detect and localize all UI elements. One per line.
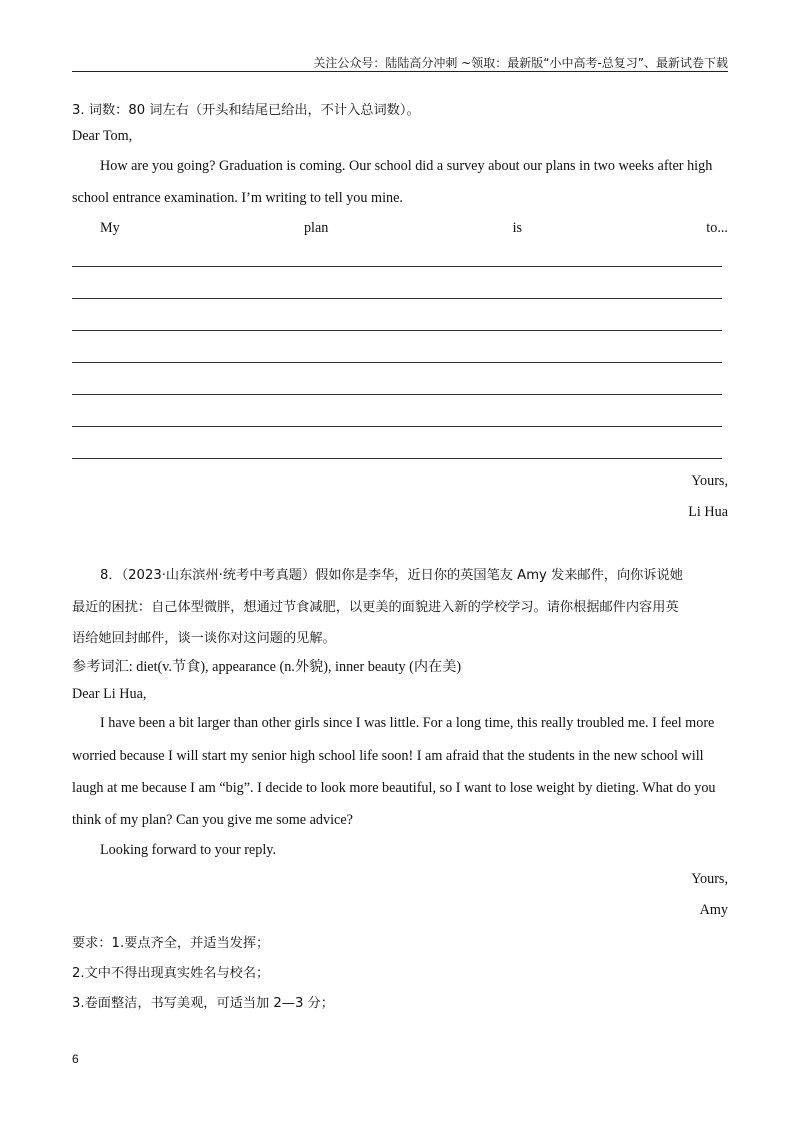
header-divider bbox=[72, 71, 728, 72]
starter-sentence bbox=[100, 220, 728, 237]
reference-vocabulary: 参考词汇: diet(v.节食), appearance (n.外貌), inner beauty (内在美) bbox=[72, 659, 462, 675]
requirement-item: 2.文中不得出现真实姓名与校名； bbox=[72, 966, 270, 981]
page-header: 关注公众号：陆陆高分冲刺 ~领取：最新版“小中高考-总复习”、最新试卷下载 bbox=[313, 56, 728, 70]
salutation-li-hua: Dear Li Hua, bbox=[72, 686, 147, 702]
letter-line: I have been a bit larger than other girls since I was little. For a long time, this really troubled me. I feel more bbox=[100, 715, 715, 731]
letter-line: Looking forward to your reply. bbox=[100, 842, 276, 858]
requirement-3: 3. 词数：80 词左右（开头和结尾已给出，不计入总词数）。 bbox=[72, 103, 420, 118]
writing-line bbox=[72, 394, 722, 395]
closing-yours: Yours, bbox=[691, 871, 728, 887]
starter-word: is bbox=[512, 220, 523, 236]
letter-line: worried because I will start my senior high school life soon! I am afraid that the students in the new school will bbox=[72, 748, 704, 764]
letter-body-line: school entrance examination. I’m writing to tell you mine. bbox=[72, 190, 403, 206]
writing-line bbox=[72, 330, 722, 331]
salutation-tom: Dear Tom, bbox=[72, 128, 133, 144]
question-8-prompt: 最近的困扰：自己体型微胖，想通过节食减肥，以更美的面貌进入新的学校学习。请你根据邮件内容用英 bbox=[72, 600, 679, 615]
signature-amy: Amy bbox=[699, 902, 728, 918]
writing-line bbox=[72, 266, 722, 267]
writing-line bbox=[72, 298, 722, 299]
writing-line bbox=[72, 362, 722, 363]
starter-word: to... bbox=[706, 220, 728, 236]
starter-word: plan bbox=[303, 220, 329, 236]
letter-line: think of my plan? Can you give me some advice? bbox=[72, 812, 353, 828]
signature-li-hua: Li Hua bbox=[688, 504, 728, 520]
closing-yours: Yours, bbox=[691, 473, 728, 489]
question-8-prompt: 8．（2023·山东滨州·统考中考真题）假如你是李华，近日你的英国笔友 Amy 发来邮件，向你诉说她 bbox=[100, 568, 683, 583]
page-number: 6 bbox=[72, 1052, 79, 1066]
starter-word: My bbox=[100, 220, 120, 236]
requirement-item: 3.卷面整洁，书写美观，可适当加 2—3 分； bbox=[72, 996, 334, 1011]
letter-line: laugh at me because I am “big”. I decide to look more beautiful, so I want to lose weight by dieting. What do you bbox=[72, 780, 716, 796]
letter-body-line: How are you going? Graduation is coming. Our school did a survey about our plans in two weeks after high bbox=[100, 158, 713, 174]
writing-line bbox=[72, 426, 722, 427]
writing-line bbox=[72, 458, 722, 459]
question-8-prompt: 语给她回封邮件，谈一谈你对这问题的见解。 bbox=[72, 631, 336, 646]
requirements-title: 要求：1.要点齐全，并适当发挥； bbox=[72, 936, 270, 951]
